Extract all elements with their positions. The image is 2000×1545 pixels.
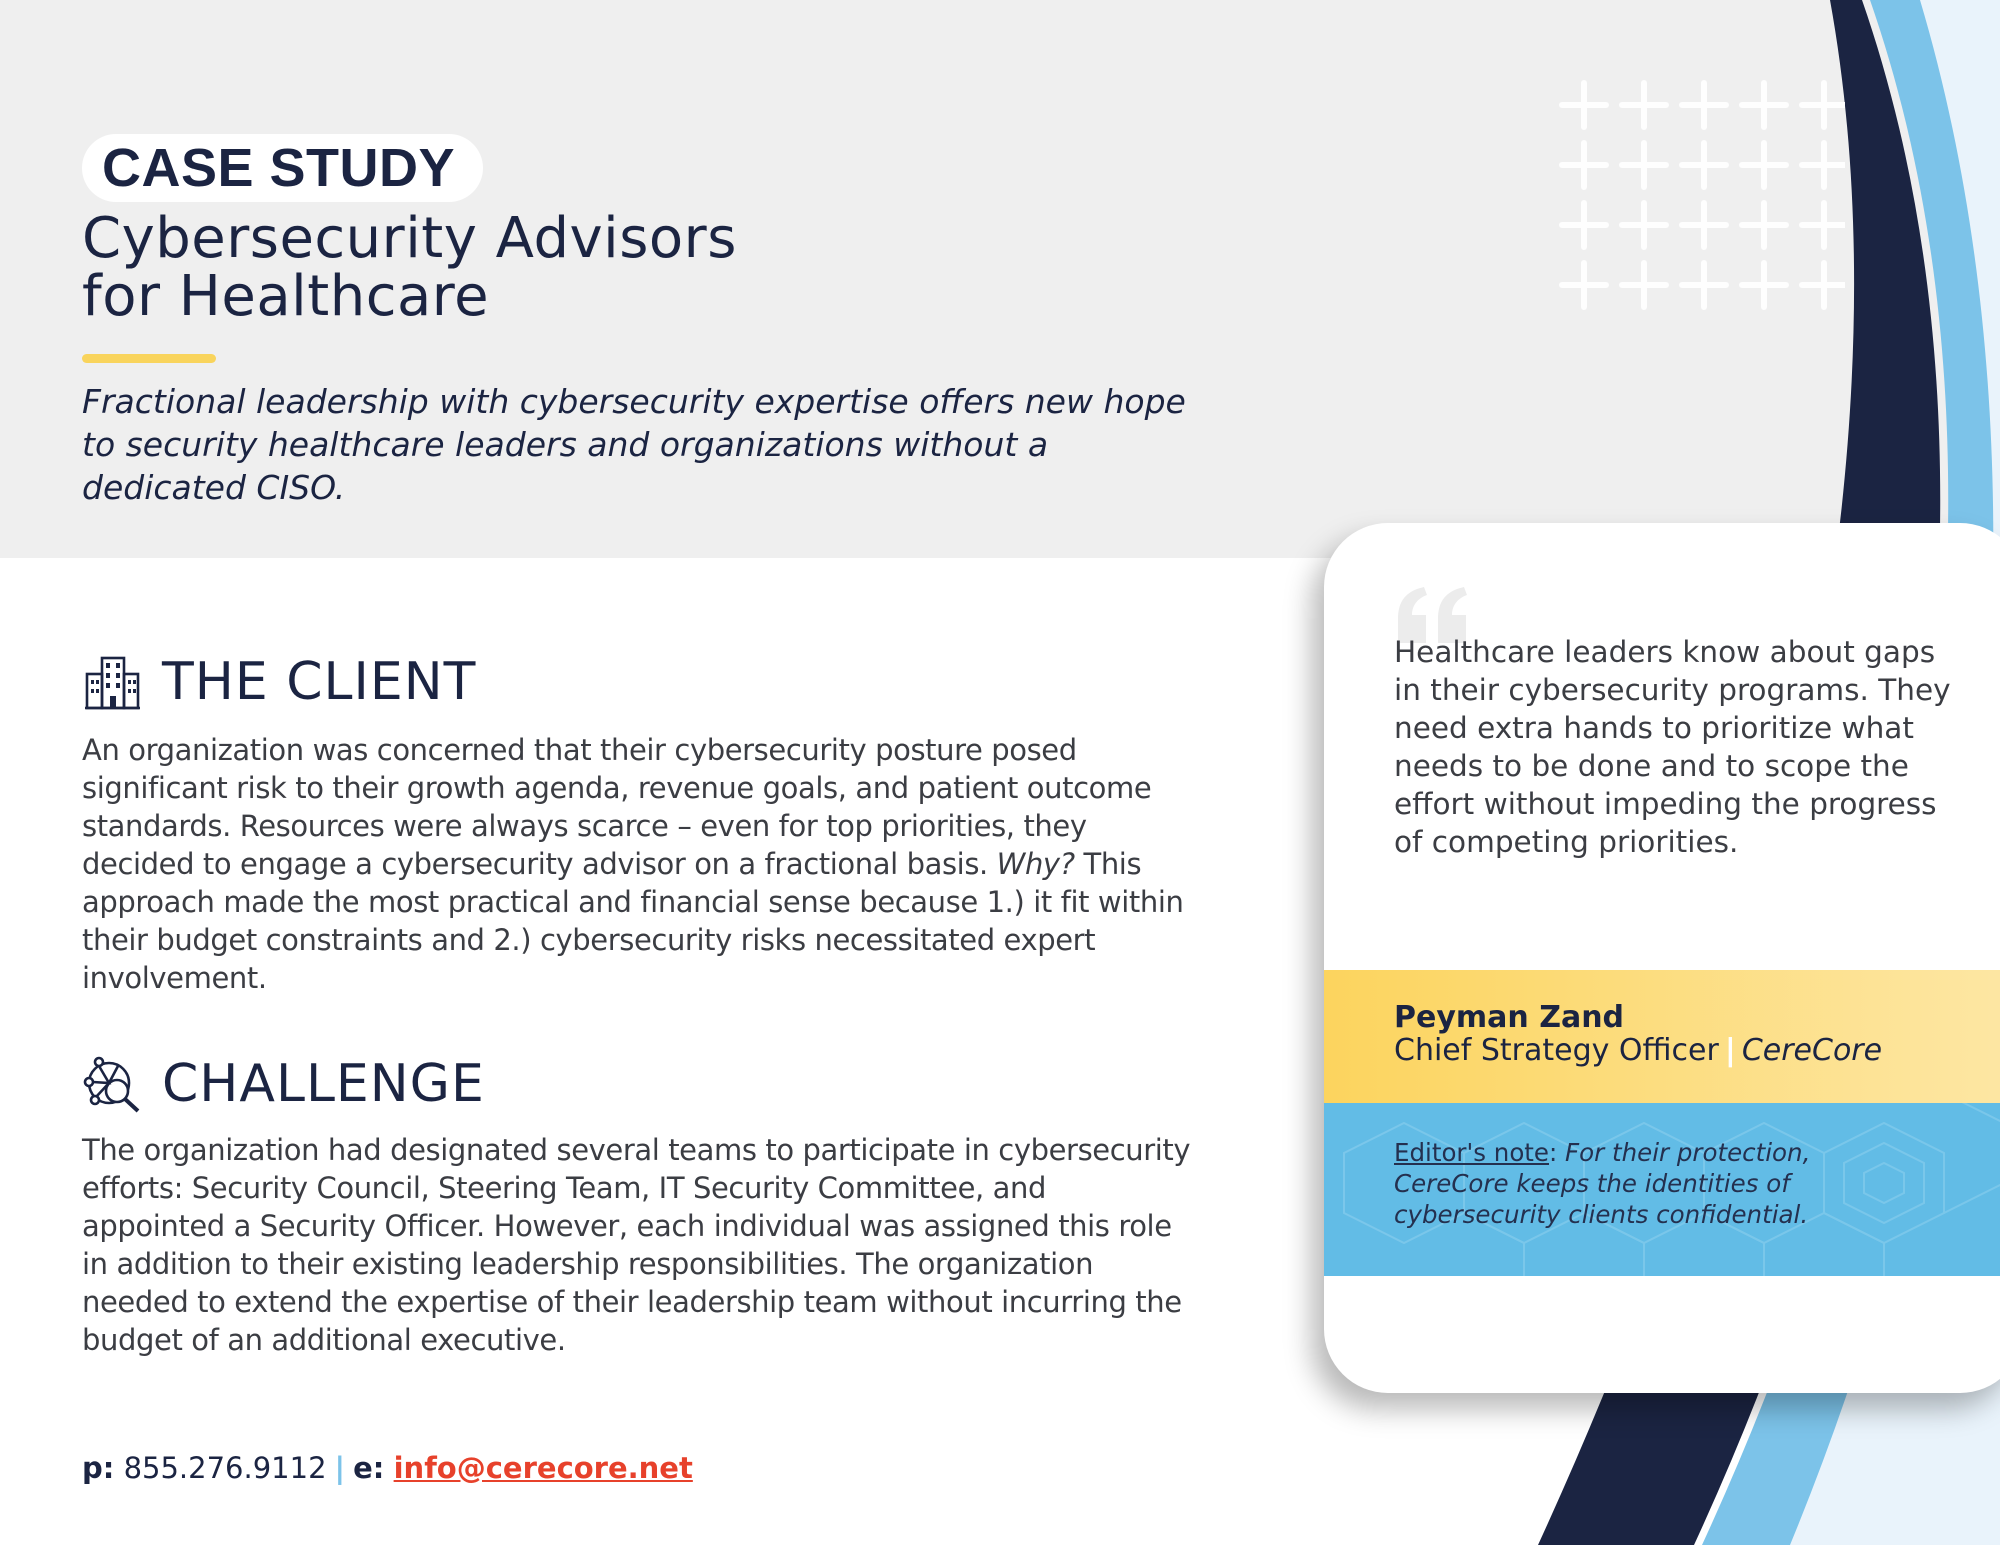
network-search-icon <box>82 1054 142 1114</box>
attribution-separator: | <box>1724 1033 1736 1068</box>
quote-author-title: Chief Strategy Officer <box>1394 1033 1719 1068</box>
plus-pattern-decoration <box>1555 78 1845 318</box>
editor-note-band <box>1324 1103 2000 1276</box>
client-heading: THE CLIENT <box>162 652 477 712</box>
title-underline <box>82 354 216 363</box>
page-title-line-1: Cybersecurity Advisors <box>82 206 737 271</box>
client-text-part-1: An organization was concerned that their cybersecurity posture posed significant risk to their growth agenda, revenue goals, and patient outcome standards. Resources were always scarce – even for top priorities, they decided to engage a cybersecurity advisor on a fractional basis. <box>82 733 1152 881</box>
quote-attribution <box>1324 970 2000 1103</box>
client-section-header <box>82 652 476 712</box>
challenge-section-header <box>82 1054 485 1114</box>
challenge-heading: CHALLENGE <box>162 1054 485 1114</box>
editor-note-colon: : <box>1549 1138 1558 1167</box>
page-subtitle: Fractional leadership with cybersecurity expertise offers new hope to security healthcare leaders and organizations without a dedicated CISO. <box>82 382 1186 507</box>
phone-label: p: <box>82 1451 115 1485</box>
email-link[interactable]: info@cerecore.net <box>393 1451 693 1485</box>
contact-line <box>82 1451 693 1485</box>
email-label: e: <box>353 1451 385 1485</box>
challenge-description: The organization had designated several teams to participate in cybersecurity efforts: Security Council, Steering Team, IT Security Committee, and appointed a Security Officer. However, each individual was assigned this role in addition to their existing leadership responsibilities. The organization needed to extend the expertise of their leadership team without incurring the budget of an additional executive. <box>82 1133 1191 1357</box>
client-text-emphasis: Why? <box>996 847 1075 881</box>
client-description <box>82 731 1192 997</box>
case-study-label: CASE STUDY <box>82 134 483 202</box>
quote-author-name: Peyman Zand <box>1394 1000 1625 1035</box>
building-icon <box>82 652 142 712</box>
quote-author-company: CereCore <box>1741 1033 1883 1068</box>
client-text-part-2: This approach made the most practical and financial sense because 1.) it fit within their budget constraints and 2.) cybersecurity risks necessitated expert involvement. <box>82 847 1184 995</box>
editor-note <box>1394 1137 1914 1230</box>
editor-note-text: For their protection, CereCore keeps the identities of cybersecurity clients confidential. <box>1394 1138 1811 1229</box>
quote-text: Healthcare leaders know about gaps in their cybersecurity programs. They need extra hands to prioritize what needs to be done and to scope the effort without impeding the progress of competing priorities. <box>1394 635 1951 859</box>
quote-author-role <box>1394 1033 1882 1068</box>
editor-note-label: Editor's note <box>1394 1138 1549 1167</box>
phone-number[interactable]: 855.276.9112 <box>123 1451 327 1485</box>
contact-separator: | <box>334 1451 346 1485</box>
page-title <box>82 206 882 329</box>
page-title-line-2: for Healthcare <box>82 264 490 329</box>
quote-card <box>1324 523 2000 1393</box>
